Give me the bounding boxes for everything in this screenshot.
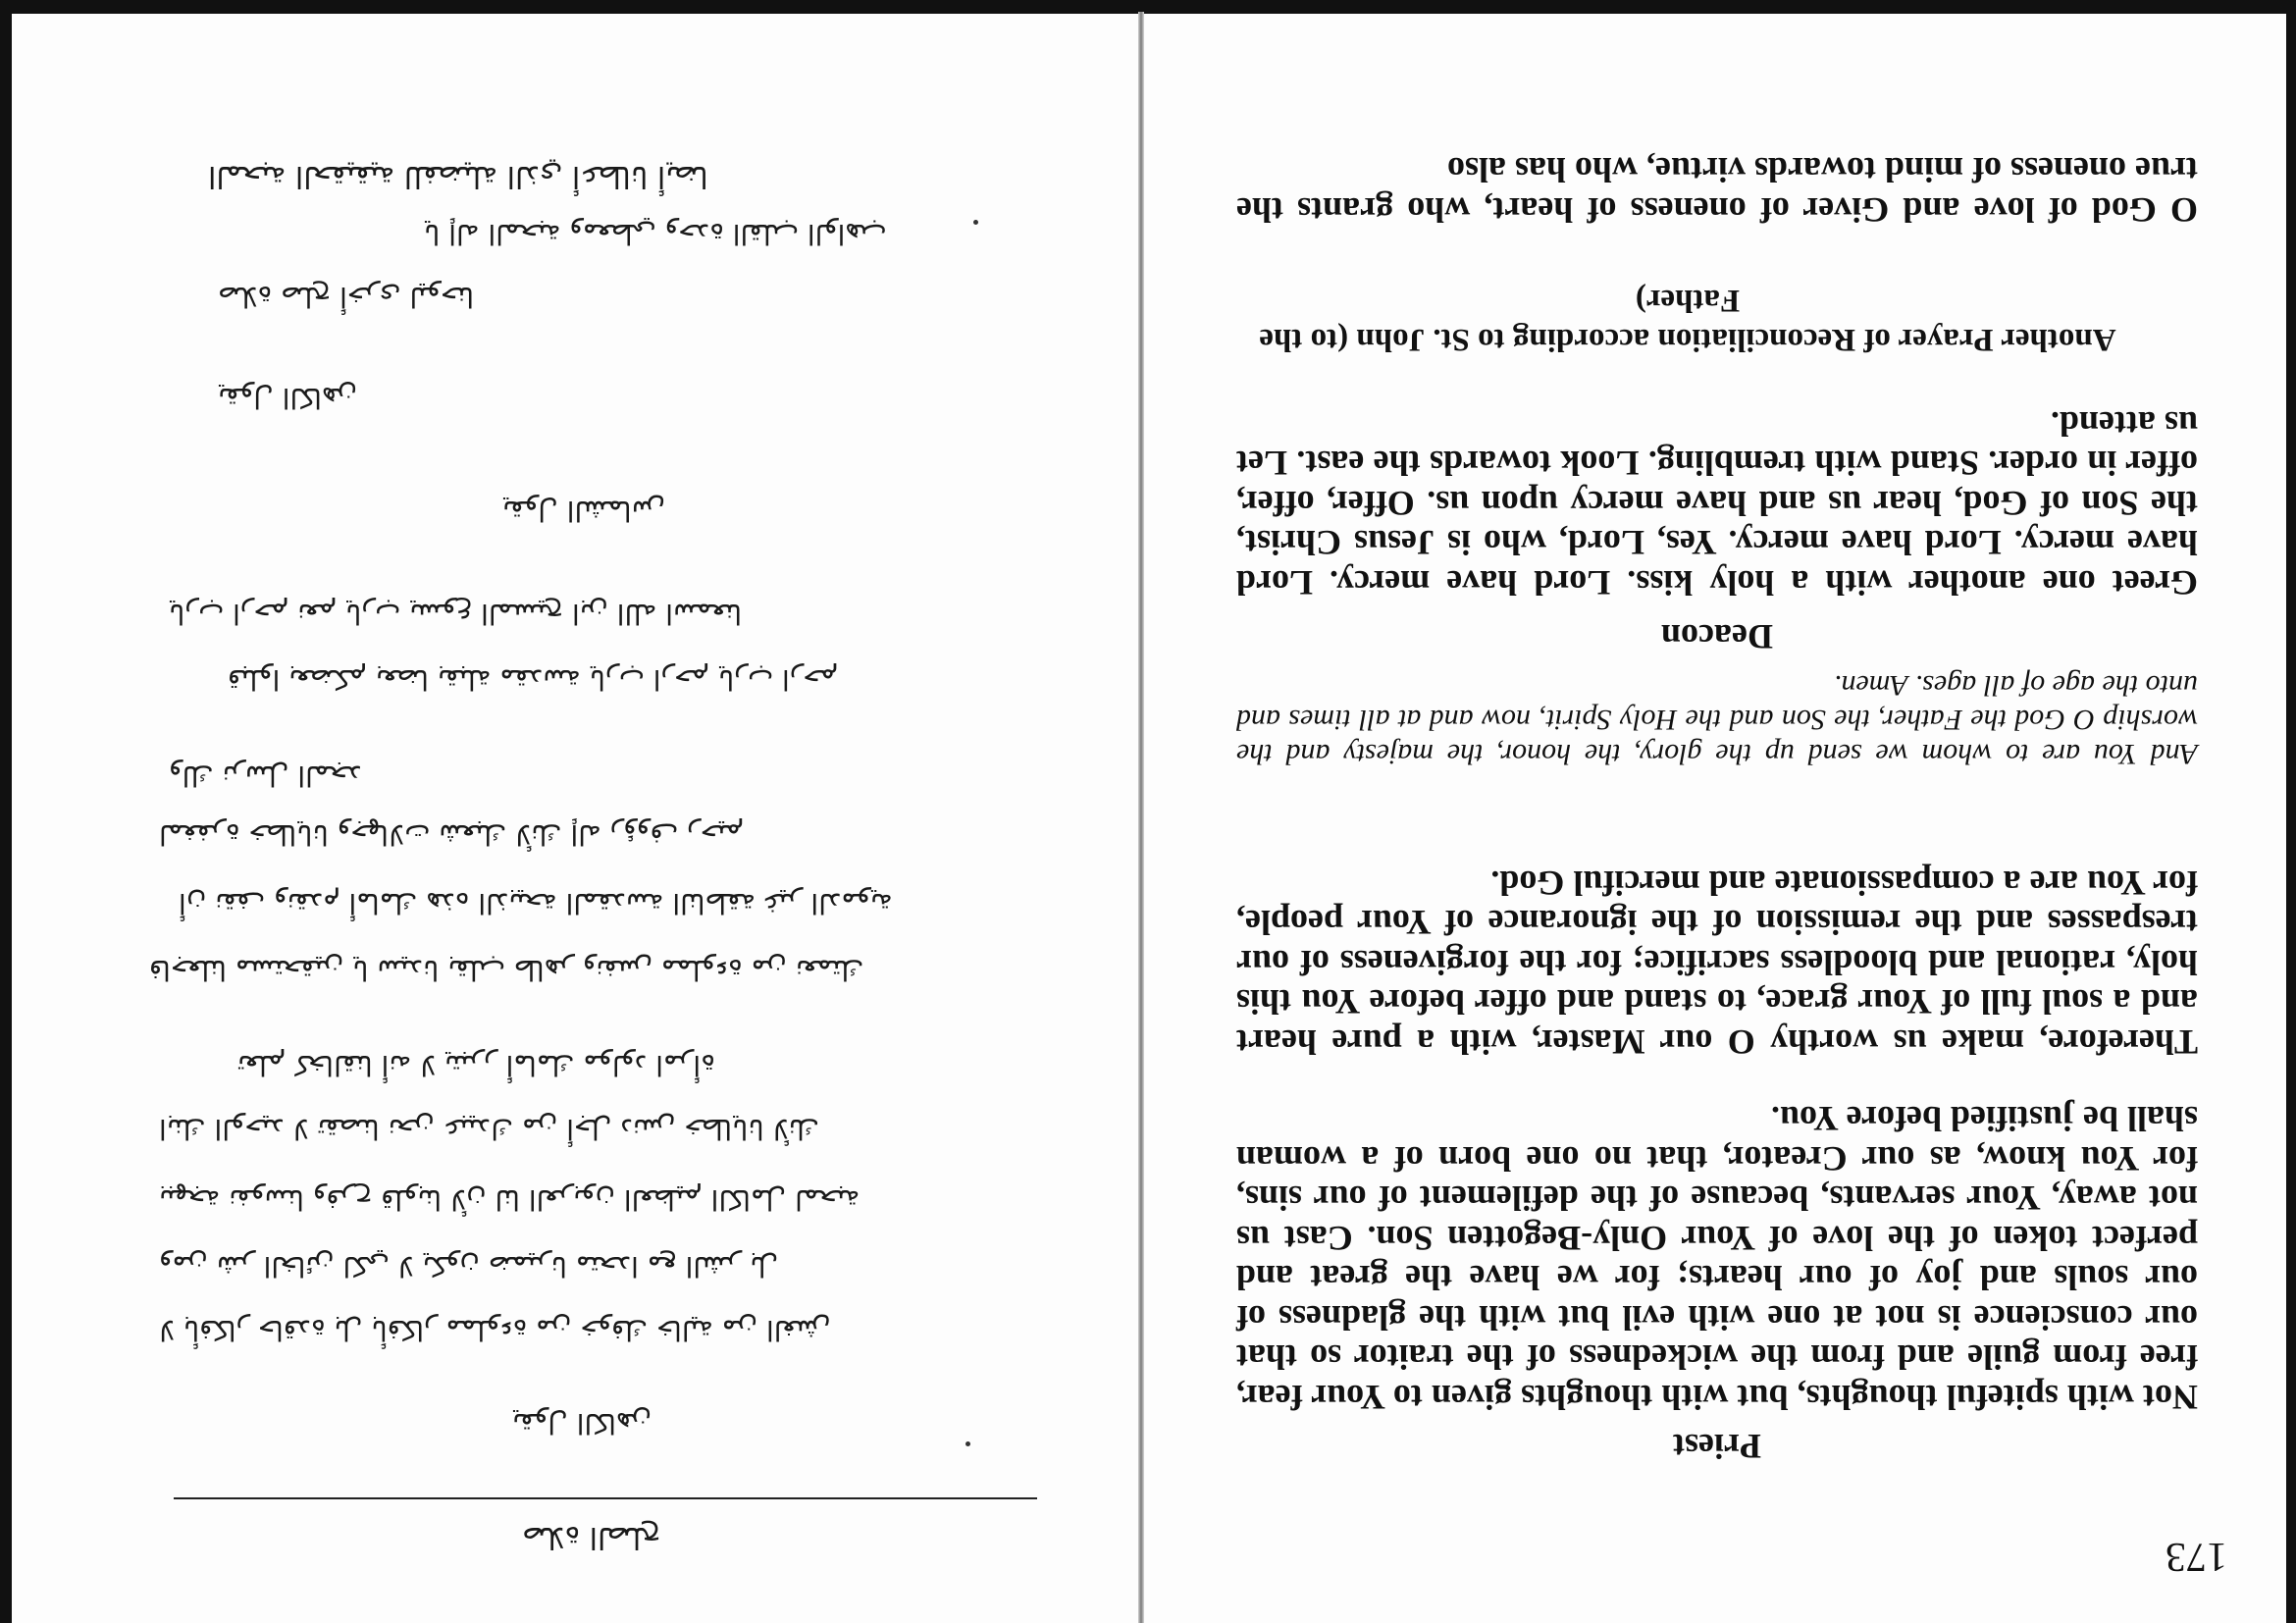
- priest-heading: Priest: [1673, 1427, 1761, 1466]
- prayer-paragraph: O God of love and Giver of oneness of heart, who grants the true oneness of mind towards virtue, who has also: [1236, 150, 2198, 230]
- arabic-line: أن نقف ونقدم أمامك هذه الذبيحة المقدسة الناطقة غير الدموية: [179, 887, 893, 919]
- divider-line: [174, 1497, 1037, 1499]
- scan-border-left: [0, 0, 12, 1623]
- arabic-line: يارب ارحم نعم يارب يسوع المسيح ابن الله اسمعنا: [169, 598, 743, 630]
- left-page-arabic: [12, 14, 1138, 1623]
- page-number: 173: [2166, 1534, 2227, 1579]
- ink-dot: [973, 220, 978, 225]
- ink-dot: [965, 1441, 970, 1446]
- arabic-line: يا إله المحبة ومعطي وحدة القلب الواهب: [424, 218, 887, 250]
- arabic-line: ومن شر الخائن لكي لا يكون ضميرنا متحدا مع الشر بل: [159, 1250, 779, 1283]
- arabic-line: يقول الكاهن: [218, 382, 358, 414]
- arabic-line: ببهجة نفوسنا وفرح قلوبنا لأن لنا العربون العظيم الكامل لمحبة: [159, 1183, 861, 1216]
- arabic-line: لا بأفكار حاقدة بل بأفكار مملوءة من خوفك خالية من الغش: [159, 1314, 831, 1346]
- scan-border-right: [2286, 0, 2296, 1623]
- deacon-heading: Deacon: [1661, 617, 1773, 656]
- right-page-english: [1144, 14, 2286, 1623]
- arabic-heading: يقول الكاهن: [512, 1407, 652, 1440]
- rotated-text-block: [1144, 14, 2286, 1623]
- arabic-line: تعلم كخالقنا أنه لا يتبرر أمامك مولود امرأة: [237, 1049, 715, 1081]
- deacon-paragraph: Greet one another with a holy kiss. Lord have mercy. Lord have mercy. Lord have mercy. Yes, Lord, who is Jesus Christ, the Son of God, hear us and have mercy upon us. Offer, offer, offer in order. Stand with trembling. Look towards the east. Let us attend.: [1236, 404, 2198, 602]
- doxology: And You are to whom we send up the glory, the honor, the majesty and the worship O God the Father, the Son and the Holy Spirit, now and at all times and unto the age of all ages. Amen.: [1236, 669, 2198, 770]
- arabic-line: المحبة الحقيقية للفضيلة الذي أعطانا أيضا: [208, 159, 708, 193]
- arabic-line: ولك نرسل المجد: [169, 759, 362, 792]
- arabic-line: ابنك الوحيد لا تقصنا نحن عبيدك من أجل دنس خطايانا لأنك: [159, 1113, 819, 1145]
- arabic-line: فاجعلنا مستحقين يا سيدنا بقلب طاهر ونفس مملوءة من نعمتك: [149, 954, 864, 986]
- arabic-line: صلاة صلح أخرى ليوحنا: [218, 281, 475, 313]
- scan-border-top: [0, 0, 2296, 14]
- priest-paragraph: Not with spiteful thoughts, but with thoughts given to Your fear, free from guile and from the wickedness of the traitor so that our conscience is not at one with evil but with the gladness of our souls and joy of our hearts; for we have the great and perfect token of the love of Your Only-Begotten Son. Cast us not away, Your servants, because of the defilement of our sins, for You know, as our Creator, that no one born of a woman shall be justified before You.: [1236, 1099, 2198, 1417]
- priest-paragraph-2: Therefore, make us worthy O our Master, with a pure heart and a soul full of Your grace, to stand and offer before You this holy, rational and bloodless sacrifice; for the forgiveness of our trespasses and the remission of the ignorance of Your people, for You are a compassionate and merciful God.: [1236, 864, 2198, 1062]
- prayer-heading: Another Prayer of Reconciliation according to St. John (to the Father): [1259, 283, 2116, 357]
- arabic-heading: يقول الشماس: [502, 495, 665, 527]
- arabic-line: قبلوا بعضكم بعضا بقبلة مقدسة يارب ارحم يارب ارحم: [228, 663, 839, 696]
- arabic-line: لمغفرة خطايانا وجهالات شعبك لأنك إله رؤوف رحيم: [159, 818, 745, 851]
- arabic-title: صلاة الصلح: [522, 1520, 661, 1554]
